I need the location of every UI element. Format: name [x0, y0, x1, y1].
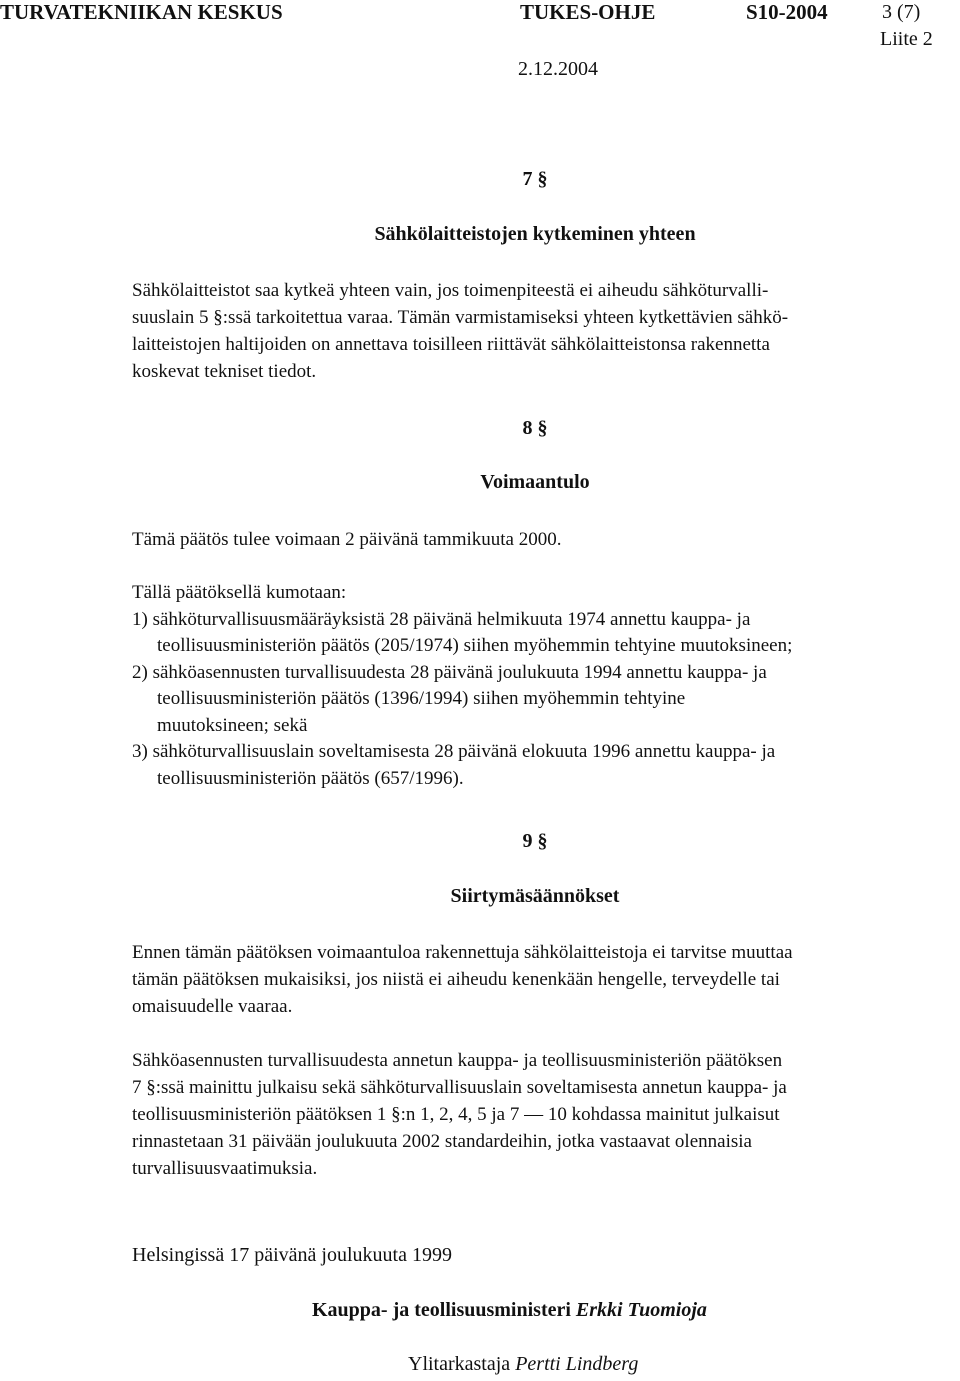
list-item [132, 739, 947, 792]
section-8-number: 8 § [522, 417, 548, 439]
text-line: 7 §:ssä mainittu julkaisu sekä sähköturvallisuuslain soveltamisesta annetun kauppa- ja [132, 1077, 787, 1098]
list-item-continuation: teollisuusministeriön päätös (205/1974) siihen myöhemmin tehtyine muutoksineen; [157, 635, 793, 656]
text-line: omaisuudelle vaaraa. [132, 996, 293, 1017]
header-date: 2.12.2004 [518, 58, 598, 80]
header-doc-type: TUKES-OHJE [520, 0, 656, 24]
section-9-paragraph-1 [132, 939, 947, 1020]
list-item-first-line: 3) sähköturvallisuuslain soveltamisesta 28 päivänä elokuuta 1996 annettu kauppa- ja [132, 741, 776, 762]
list-item [132, 607, 947, 660]
text-line: laitteistojen haltijoiden on annettava toisilleen riittävät sähkölaitteistonsa rakennetta [132, 334, 770, 355]
list-item-first-line: 1) sähköturvallisuusmääräyksistä 28 päivänä helmikuuta 1974 annettu kauppa- ja [132, 608, 751, 630]
section-7-number: 7 § [522, 168, 548, 190]
signature-inspector [408, 1352, 638, 1376]
header-page-number: 3 (7) [882, 1, 921, 23]
list-item [132, 660, 947, 740]
section-8-effective-date [132, 526, 947, 553]
text-line: rinnastetaan 31 päivään joulukuuta 2002 standardeihin, jotka vastaavat olennaisia [132, 1131, 752, 1152]
minister-title: Kauppa- ja teollisuusministeri [312, 1299, 571, 1321]
list-item-continuation: teollisuusministeriön päätös (657/1996). [157, 767, 464, 789]
text-line: Ennen tämän päätöksen voimaantuloa rakennettuja sähkölaitteistoja ei tarvitse muuttaa [132, 942, 793, 963]
text-line: tämän päätöksen mukaisiksi, jos niistä ei aiheudu kenenkään hengelle, terveydelle tai [132, 969, 780, 990]
list-item-first-line: 2) sähköasennusten turvallisuudesta 28 päivänä joulukuuta 1994 annettu kauppa- ja [132, 661, 767, 683]
text-line: Tämä päätös tulee voimaan 2 päivänä tammikuuta 2000. [132, 529, 562, 550]
inspector-name: Pertti Lindberg [515, 1353, 639, 1375]
list-item-continuation: teollisuusministeriön päätös (1396/1994) siihen myöhemmin tehtyine [157, 688, 686, 709]
header-appendix: Liite 2 [880, 28, 933, 50]
section-9-title: Siirtymäsäännökset [450, 885, 620, 907]
section-7-title: Sähkölaitteistojen kytkeminen yhteen [374, 223, 696, 245]
header-doc-code: S10-2004 [746, 0, 828, 24]
section-9-number: 9 § [522, 830, 548, 852]
section-7-body [132, 277, 947, 385]
text-line: suuslain 5 §:ssä tarkoitettua varaa. Tämän varmistamiseksi yhteen kytkettävien sähkö- [132, 307, 789, 328]
text-line: Sähköasennusten turvallisuudesta annetun kauppa- ja teollisuusministeriön päätöksen [132, 1050, 783, 1071]
signature-minister [312, 1298, 707, 1322]
text-line: koskevat tekniset tiedot. [132, 361, 317, 382]
text-line: Sähkölaitteistot saa kytkeä yhteen vain, jos toimenpiteestä ei aiheudu sähköturvalli- [132, 280, 769, 301]
header-organization: TURVATEKNIIKAN KESKUS [0, 0, 283, 24]
inspector-title: Ylitarkastaja [408, 1353, 511, 1375]
section-9-paragraph-2 [132, 1047, 947, 1182]
minister-name: Erkki Tuomioja [575, 1299, 707, 1321]
text-line: turvallisuusvaatimuksia. [132, 1158, 318, 1179]
list-item-continuation: muutoksineen; sekä [157, 714, 308, 736]
text-line: teollisuusministeriön päätöksen 1 §:n 1, 2, 4, 5 ja 7 — 10 kohdassa mainitut julkaisut [132, 1104, 780, 1125]
repeal-intro: Tällä päätöksellä kumotaan: [132, 582, 347, 603]
section-8-title: Voimaantulo [480, 471, 590, 493]
section-8-repeal-list [132, 580, 947, 792]
signature-place-date: Helsingissä 17 päivänä joulukuuta 1999 [132, 1244, 452, 1266]
